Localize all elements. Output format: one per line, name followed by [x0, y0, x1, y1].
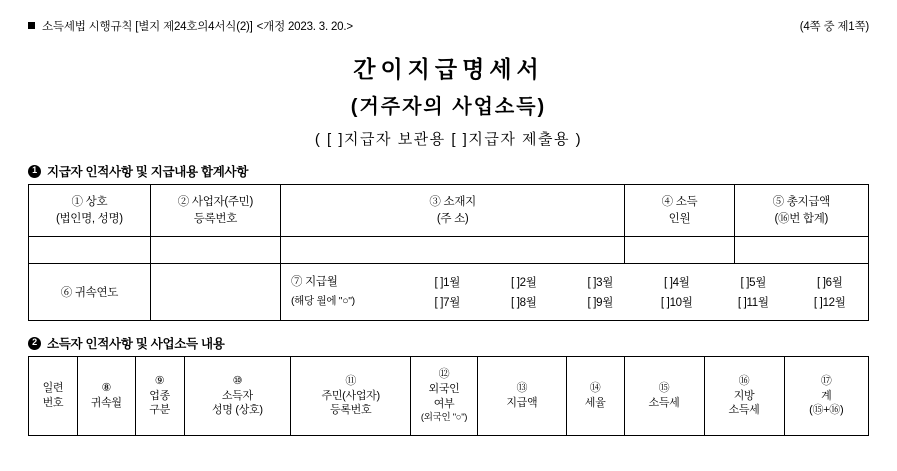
circled-number: ⑩ [232, 374, 243, 387]
col-label: 지방 [733, 389, 755, 402]
col-header-tax-rate [566, 357, 624, 436]
col-sublabel: 등록번호 [193, 212, 238, 225]
payment-month-checkbox-group [280, 264, 868, 321]
col-header-resident-reg-no [291, 357, 411, 436]
label-text: 귀속연도 [74, 287, 119, 299]
col-sublabel: (⑯번 합계) [774, 212, 829, 225]
col-label: 지급액 [506, 397, 538, 409]
col-label: 사업자(주민) [191, 195, 253, 208]
col-sublabel: 등록번호 [330, 404, 372, 417]
month-checkbox-3[interactable]: [ ]3월 [587, 277, 614, 289]
col-label: 총지급액 [786, 195, 830, 208]
page-title: 간이지급명세서 [353, 56, 544, 82]
circled-number: ⑬ [516, 382, 528, 395]
section1-number-icon: 1 [28, 165, 41, 178]
month-checkbox-12[interactable]: [ ]12월 [813, 297, 846, 309]
col-header-address [280, 185, 624, 237]
col-sublabel: 구분 [149, 404, 170, 417]
circled-number: ⑧ [101, 382, 112, 395]
month-checkbox-11[interactable]: [ ]11월 [737, 297, 769, 309]
header-left-group [28, 18, 353, 34]
col-label: 일련 [42, 382, 64, 395]
label-text: 지급월 [305, 276, 338, 289]
col-label: 업종 [149, 389, 170, 402]
payment-month-note: (해당 월에 "○") [290, 294, 355, 307]
col-label: 주민(사업자) [321, 389, 380, 402]
month-checkbox-4[interactable]: [ ]4월 [663, 277, 690, 289]
page-subtitle: (거주자의 사업소득) [350, 96, 547, 118]
circled-number: ⑤ [772, 195, 784, 208]
circled-number: ⑭ [589, 382, 601, 395]
col-header-trade-name [29, 185, 151, 237]
circled-number: ⑯ [738, 374, 750, 387]
black-square-marker [28, 22, 35, 29]
value-business-reg-no[interactable] [150, 237, 280, 264]
col-sublabel: 번호 [42, 397, 64, 409]
col-sublabel: 소득세 [728, 404, 760, 417]
table-header-row [29, 357, 869, 436]
circled-number: ⑰ [820, 374, 832, 387]
income-earner-table [28, 356, 869, 436]
circled-number: ⑥ [60, 287, 72, 299]
table-row [29, 264, 869, 321]
table-row [29, 185, 869, 237]
col-header-foreigner [411, 357, 478, 436]
col-sublabel: (주 소) [436, 212, 469, 225]
month-checkbox-8[interactable]: [ ]8월 [510, 297, 537, 309]
col-label: 소득 [675, 195, 698, 208]
col-label: 외국인 [428, 383, 460, 396]
month-checkbox-6[interactable]: [ ]6월 [816, 277, 843, 289]
section2-number-icon: 2 [28, 337, 41, 350]
month-checkbox-5[interactable]: [ ]5월 [740, 277, 767, 289]
circled-number: ⑨ [154, 374, 165, 387]
circled-number: ⑪ [345, 374, 357, 387]
col-label: 상호 [85, 195, 108, 208]
page-number-info: (4쪽 중 제1쪽) [799, 21, 869, 33]
col-header-earner-name [184, 357, 291, 436]
month-checkbox-1[interactable]: [ ]1월 [434, 277, 461, 289]
col-header-payment-amount [477, 357, 566, 436]
col-header-attribution-month [77, 357, 135, 436]
circled-number: ③ [429, 195, 441, 208]
month-checkbox-9[interactable]: [ ]9월 [587, 297, 614, 309]
value-total-payment[interactable] [734, 237, 868, 264]
page-usage-checkboxes: ( [ ]지급자 보관용 [ ]지급자 제출용 ) [314, 131, 583, 148]
label-attribution-year [29, 264, 151, 321]
value-income-persons[interactable] [625, 237, 734, 264]
value-attribution-year[interactable] [150, 264, 280, 321]
col-label: 소득자 [221, 389, 253, 402]
section1-heading-text: 지급자 인적사항 및 지급내용 합계사항 [47, 165, 249, 179]
col-header-local-income-tax [704, 357, 784, 436]
col-sublabel: (법인명, 성명) [55, 212, 123, 225]
month-checkbox-10[interactable]: [ ]10월 [660, 297, 693, 309]
value-address[interactable] [280, 237, 624, 264]
document-header [28, 18, 869, 34]
col-note: (외국인 "○") [420, 411, 468, 423]
circled-number: ⑫ [438, 368, 450, 381]
month-checkbox-7[interactable]: [ ]7월 [434, 297, 461, 309]
form-rule-reference: 소득세법 시행규칙 [별지 제24호의4서식(2)] [42, 21, 253, 33]
section1-heading [28, 162, 869, 180]
circled-number: ⑦ [290, 276, 303, 289]
col-header-total-payment [734, 185, 868, 237]
col-label: 소재지 [443, 195, 476, 208]
col-label: 귀속월 [90, 397, 122, 409]
table-row [29, 237, 869, 264]
circled-number: ⑮ [658, 382, 670, 395]
col-header-total [784, 357, 868, 436]
form-amendment-date: <개정 2023. 3. 20.> [256, 21, 353, 33]
col-header-income-tax [624, 357, 704, 436]
circled-number: ① [71, 195, 83, 208]
col-sublabel: 성명 (상호) [211, 404, 263, 417]
payment-month-label-block [291, 273, 409, 310]
circled-number: ④ [661, 195, 673, 208]
col-header-serial-no [29, 357, 78, 436]
col-header-business-reg-no [150, 185, 280, 237]
payer-info-table [28, 184, 869, 321]
col-header-business-type [135, 357, 184, 436]
col-sublabel: 여부 [433, 398, 455, 411]
col-sublabel: 인원 [668, 212, 691, 225]
month-checkbox-2[interactable]: [ ]2월 [510, 277, 537, 289]
value-trade-name[interactable] [29, 237, 151, 264]
circled-number: ② [177, 195, 189, 208]
section2-heading [28, 334, 869, 352]
col-label: 세율 [584, 397, 606, 409]
col-sublabel: (⑮+⑯) [809, 404, 844, 417]
col-label: 계 [821, 389, 832, 402]
months-grid [409, 274, 868, 310]
section2-heading-text: 소득자 인적사항 및 사업소득 내용 [47, 337, 225, 351]
col-label: 소득세 [648, 397, 680, 409]
col-header-income-persons [625, 185, 734, 237]
